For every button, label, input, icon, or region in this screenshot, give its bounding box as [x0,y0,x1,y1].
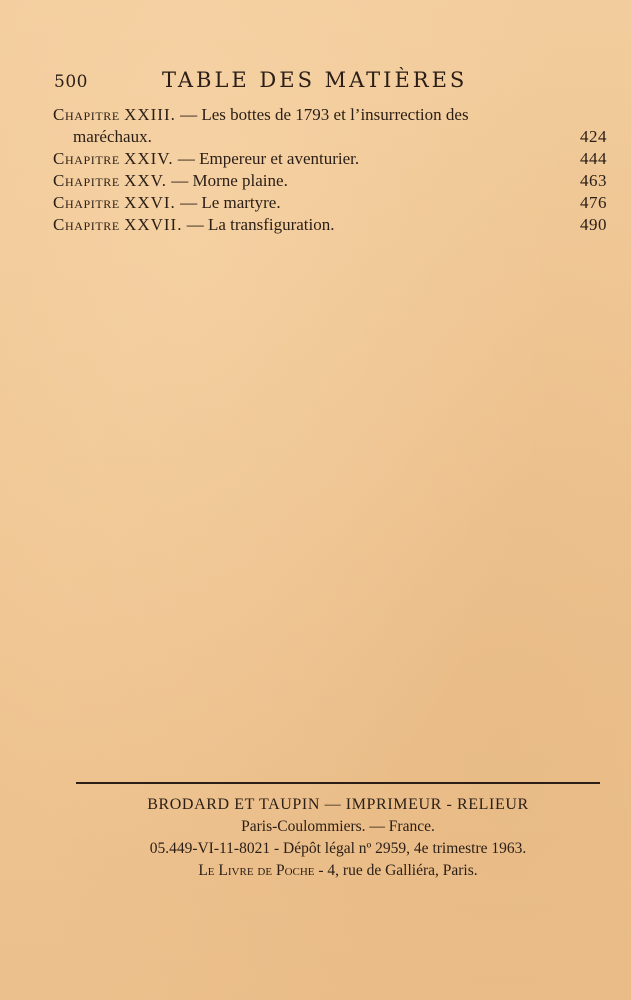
chapter-title: — La transfiguration. [186,215,335,234]
chapter-page: 424 [580,127,607,146]
chapter-numeral: XXV. [124,171,167,190]
chapter-numeral: XXIII. [124,105,176,124]
chapter-word: Chapitre [53,105,120,124]
toc-entry-xxv [53,170,607,192]
toc-entry-title [53,104,607,126]
publisher-name: Le Livre de Poche [198,862,315,879]
chapter-word: Chapitre [53,171,120,190]
printer-imprint [76,782,600,882]
page-title: TABLE DES MATIÈRES [162,68,468,92]
toc-entry-xxvi [53,192,607,214]
toc-entry-xxiii [53,104,607,148]
chapter-title: — Empereur et aventurier. [177,149,360,168]
chapter-title-continuation: maréchaux. [73,127,152,146]
chapter-numeral: XXVI. [124,193,176,212]
chapter-word: Chapitre [53,193,120,212]
chapter-page: 463 [580,171,607,190]
chapter-title: — Le martyre. [180,193,281,212]
chapter-title: — Morne plaine. [171,171,288,190]
printer-location: Paris-Coulommiers. — France. [241,818,435,835]
table-of-contents [53,104,607,236]
publisher-address: - 4, rue de Galliéra, Paris. [314,862,478,879]
legal-deposit: 05.449-VI-11-8021 - Dépôt légal nº 2959, 4e trimestre 1963. [149,840,527,857]
imprint-divider [76,782,600,784]
chapter-title: — Les bottes de 1793 et l’insurrection des [180,105,469,124]
chapter-numeral: XXVII. [124,215,183,234]
page-number: 500 [54,72,88,92]
toc-entry-xxvii [53,214,607,236]
printer-name: BRODARD ET TAUPIN — IMPRIMEUR - RELIEUR [147,796,529,813]
chapter-word: Chapitre [53,215,120,234]
chapter-page: 476 [580,193,607,212]
chapter-word: Chapitre [53,149,120,168]
running-head [54,68,579,94]
chapter-numeral: XXIV. [124,149,174,168]
publisher-line [76,860,600,882]
chapter-page: 490 [580,215,607,234]
chapter-page: 444 [580,149,607,168]
toc-entry-xxiv [53,148,607,170]
